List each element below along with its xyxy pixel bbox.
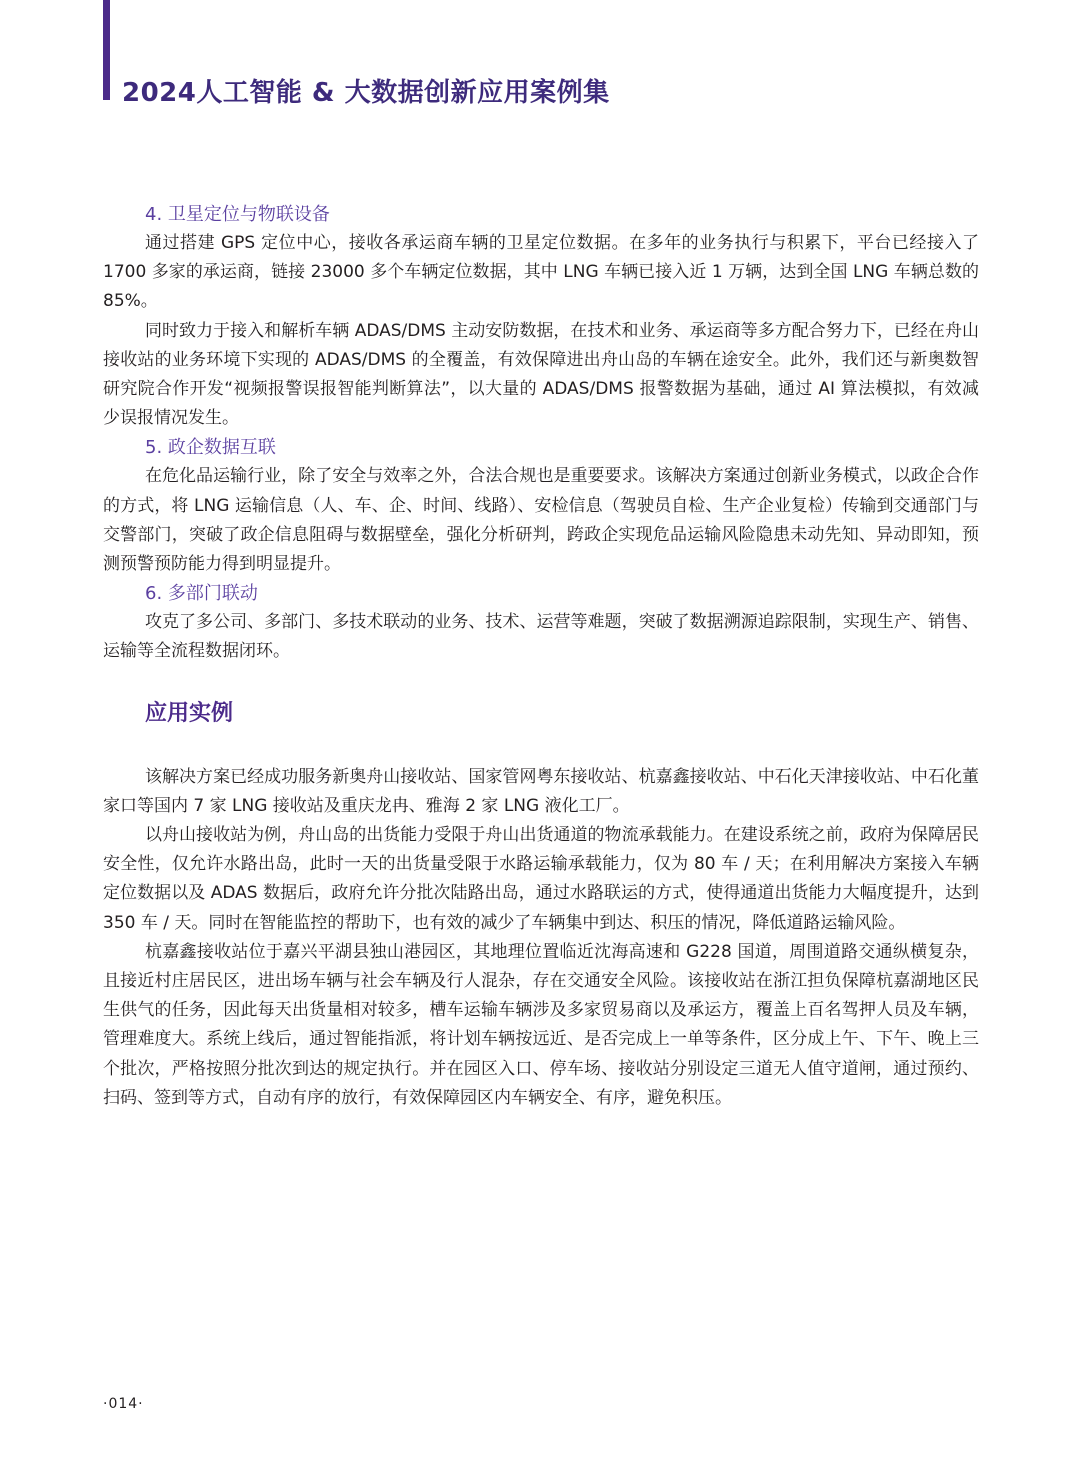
paragraph-satellite-1: 通过搭建 GPS 定位中心，接收各承运商车辆的卫星定位数据。在多年的业务执行与积累下，平台已经接入了 1700 多家的承运商，链接 23000 多个车辆定位数据，其中 LNG 车辆已接入近 1 万辆，达到全国 LNG 车辆总数的 85%。 <box>103 233 979 312</box>
heading-gov-enterprise: 5. 政企数据互联 <box>145 437 276 459</box>
paragraph-gov-enterprise: 在危化品运输行业，除了安全与效率之外，合法合规也是重要要求。该解决方案通过创新业务模式，以政企合作的方式，将 LNG 运输信息（人、车、企、时间、线路）、安检信息（驾驶员自检、生产企业复检）传输到交通部门与交警部门，突破了政企信息阻碍与数据壁垒，强化分析研判，跨政企实现危品运输风险隐患未动先知、异动即知，预测预警预防能力得到明显提升。 <box>103 466 979 575</box>
page-number: ·014· <box>103 1396 144 1412</box>
paragraph-application-1: 该解决方案已经成功服务新奥舟山接收站、国家管网粤东接收站、杭嘉鑫接收站、中石化天津接收站、中石化董家口等国内 7 家 LNG 接收站及重庆龙冉、雅海 2 家 LNG 液化工厂。 <box>103 766 979 816</box>
main-content <box>103 200 979 1113</box>
paragraph-application-3: 杭嘉鑫接收站位于嘉兴平湖县独山港园区，其地理位置临近沈海高速和 G228 国道，周围道路交通纵横复杂，且接近村庄居民区，进出场车辆与社会车辆及行人混杂，存在交通安全风险。该接收站在浙江担负保障杭嘉湖地区民生供气的任务，因此每天出货量相对较多，槽车运输车辆涉及多家贸易商以及承运方，覆盖上百名驾押人员及车辆，管理难度大。系统上线后，通过智能指派，将计划车辆按远近、是否完成上一单等条件，区分成上午、下午、晚上三个批次，严格按照分批次到达的规定执行。并在园区入口、停车场、接收站分别设定三道无人值守道闸，通过预约、扫码、签到等方式，自动有序的放行，有效保障园区内车辆安全、有序，避免积压。 <box>103 941 979 1108</box>
paragraph-satellite-2: 同时致力于接入和解析车辆 ADAS/DMS 主动安防数据，在技术和业务、承运商等多方配合努力下，已经在舟山接收站的业务环境下实现的 ADAS/DMS 的全覆盖，有效保障进出舟山岛的车辆在途安全。此外，我们还与新奥数智研究院合作开发“视频报警误报智能判断算法”，以大量的 ADAS/DMS 报警数据为基础，通过 AI 算法模拟，有效减少误报情况发生。 <box>103 320 979 429</box>
section-title-application: 应用实例 <box>145 700 234 726</box>
paragraph-multi-department: 攻克了多公司、多部门、多技术联动的业务、技术、运营等难题，突破了数据溯源追踪限制，实现生产、销售、运输等全流程数据闭环。 <box>103 612 979 662</box>
header-accent-bar <box>103 0 110 100</box>
heading-satellite-iot: 4. 卫星定位与物联设备 <box>145 204 330 225</box>
document-title: 2024人工智能 & 大数据创新应用案例集 <box>122 78 610 108</box>
heading-multi-department: 6. 多部门联动 <box>145 583 258 605</box>
paragraph-application-2: 以舟山接收站为例，舟山岛的出货能力受限于舟山出货通道的物流承载能力。在建设系统之前，政府为保障居民安全性，仅允许水路出岛，此时一天的出货量受限于水路运输承载能力，仅为 80 车 / 天；在利用解决方案接入车辆定位数据以及 ADAS 数据后，政府允许分批次陆路出岛，通过水路联运的方式，使得通道出货能力大幅度提升，达到 350 车 / 天。同时在智能监控的帮助下，也有效的减少了车辆集中到达、积压的情况，降低道路运输风险。 <box>103 825 979 933</box>
